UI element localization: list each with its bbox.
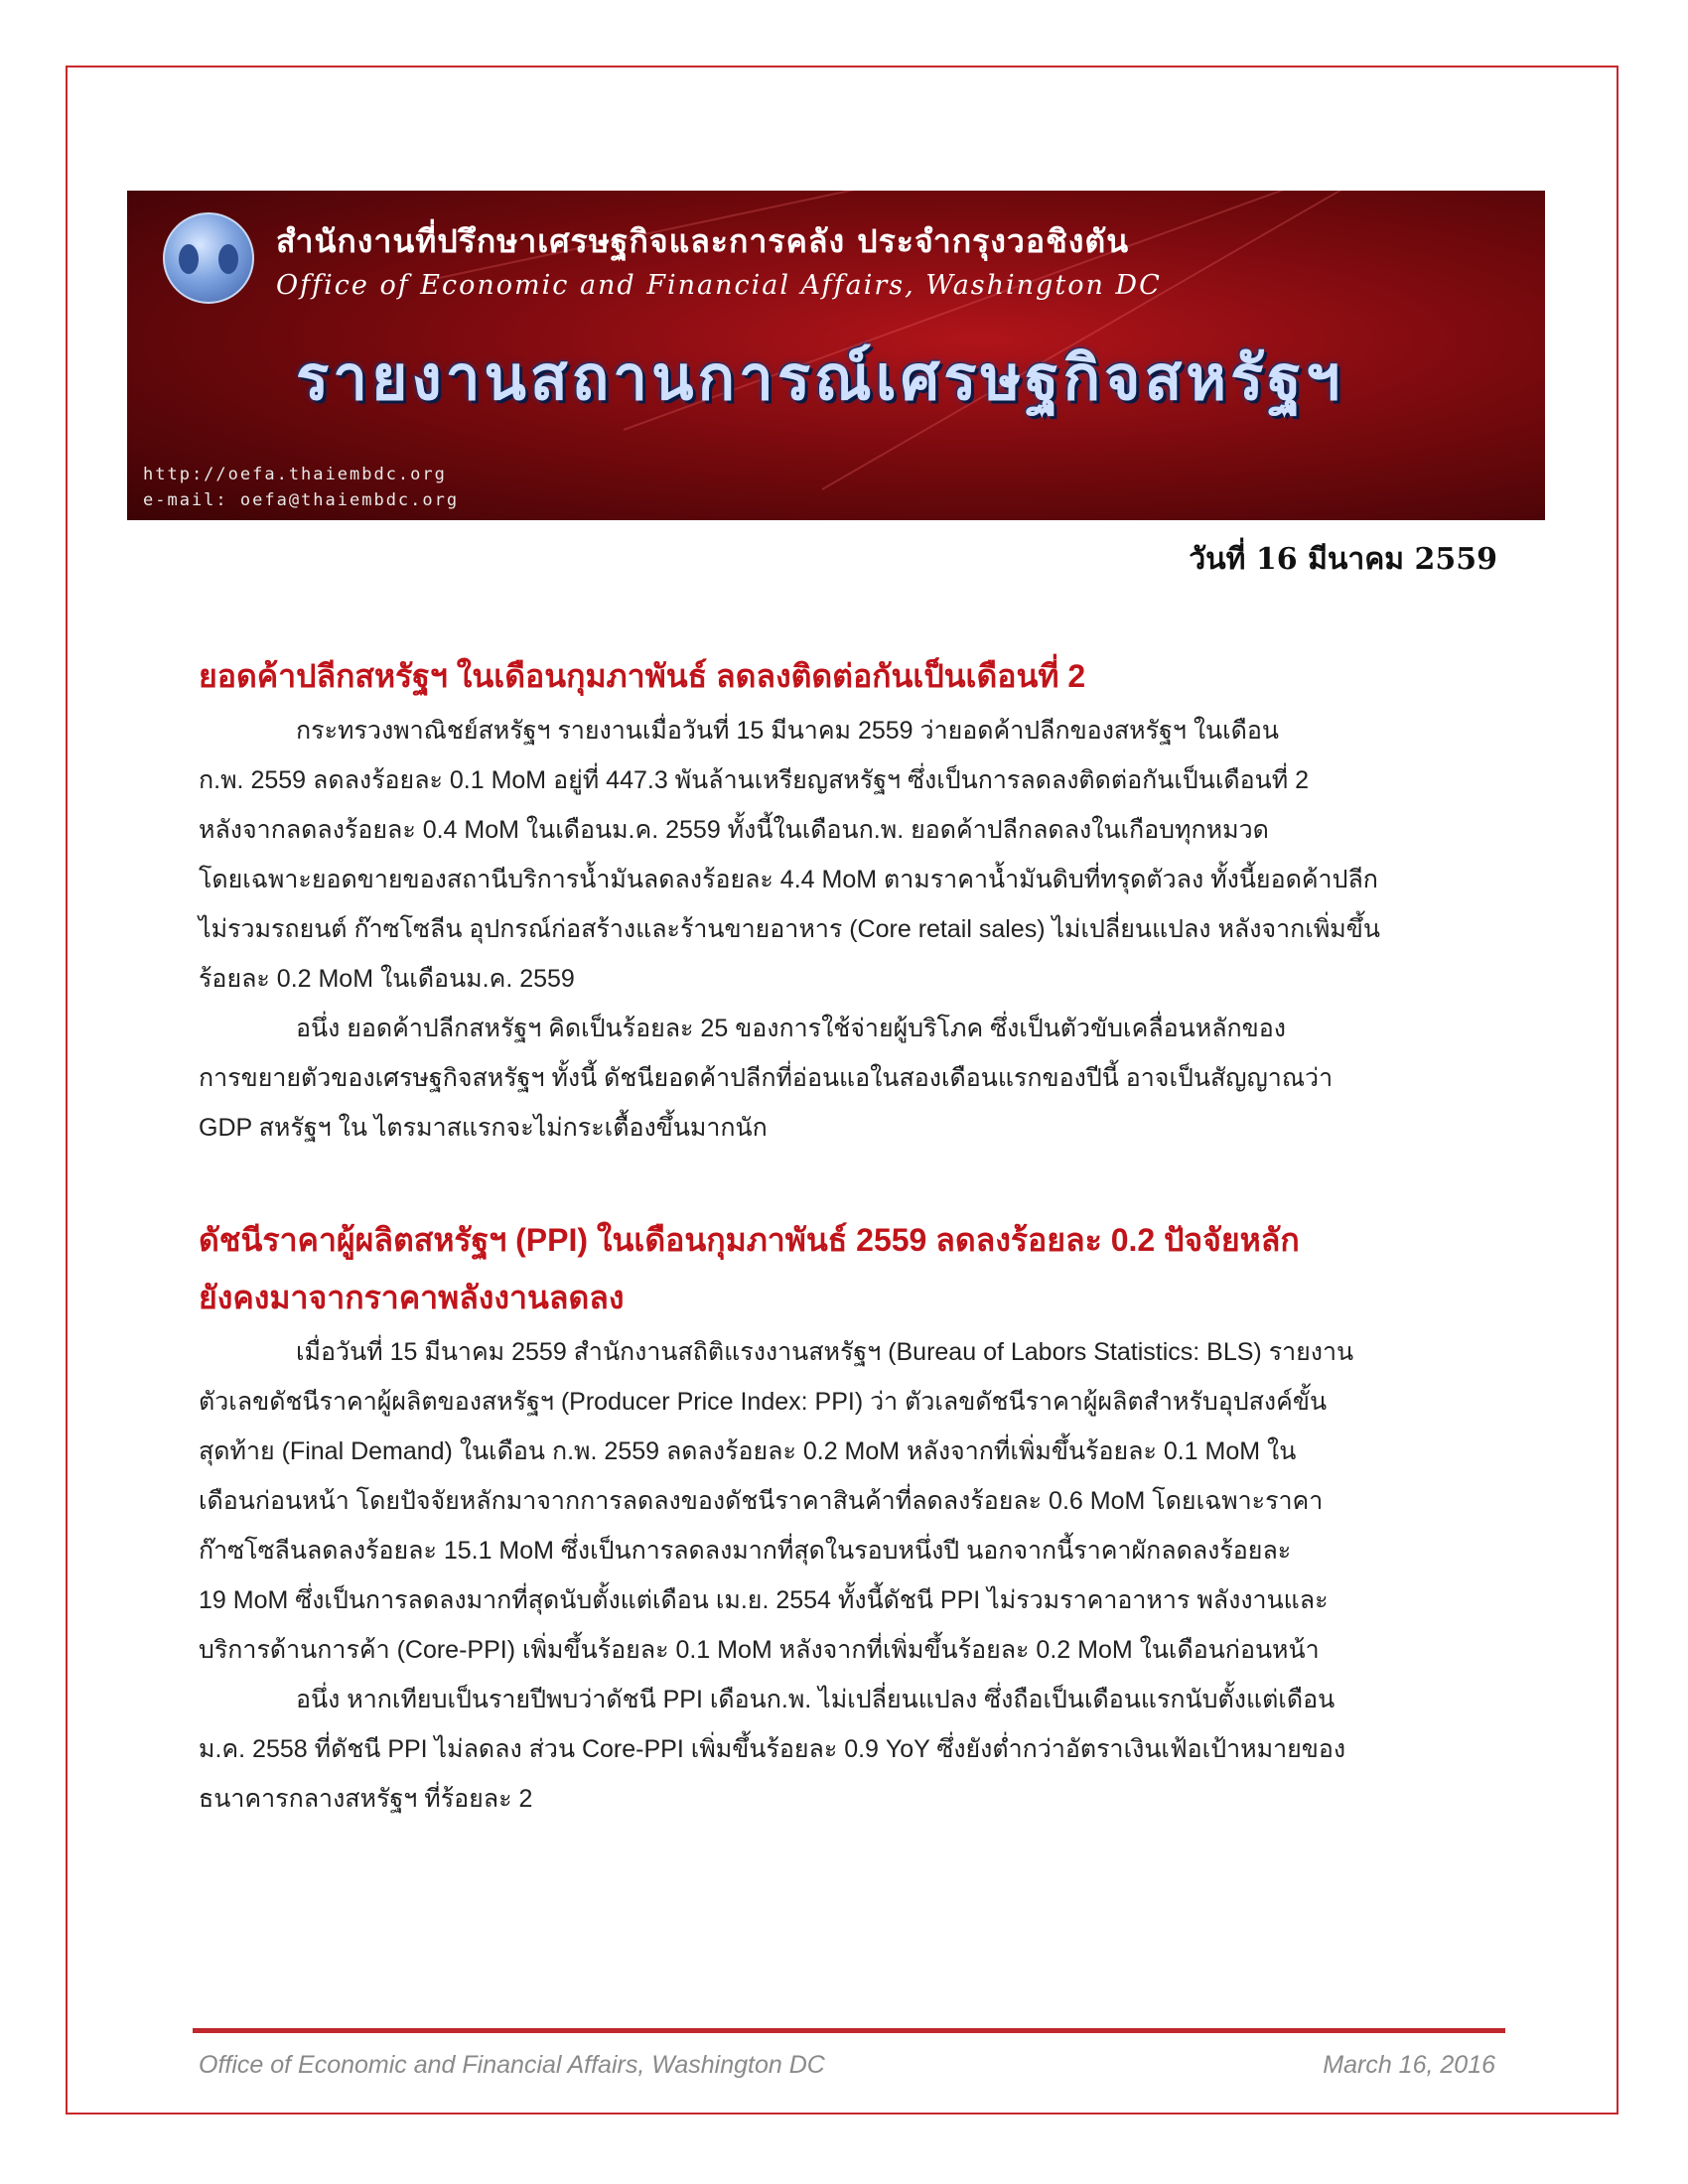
- thai-garuda-seal-icon: [163, 212, 254, 304]
- paragraph-line: ก.พ. 2559 ลดลงร้อยละ 0.1 MoM อยู่ที่ 447.3 พันล้านเหรียญสหรัฐฯ ซึ่งเป็นการลดลงติดต่อกันเป็นเดือนที่ 2: [199, 766, 1310, 794]
- report-date: วันที่ 16 มีนาคม 2559: [1189, 542, 1497, 577]
- org-name-english: Office of Economic and Financial Affairs, Washington DC: [276, 270, 1162, 301]
- paragraph-line: 19 MoM ซึ่งเป็นการลดลงมากที่สุดนับตั้งแต่เดือน เม.ย. 2554 ทั้งนี้ดัชนี PPI ไม่รวมราคาอาหาร พลังงานและ: [199, 1586, 1329, 1614]
- paragraph-line: หลังจากลดลงร้อยละ 0.4 MoM ในเดือนม.ค. 2559 ทั้งนี้ในเดือนก.พ. ยอดค้าปลีกลดลงในเกือบทุกหมวด: [199, 816, 1269, 844]
- org-name-thai: สำนักงานที่ปรึกษาเศรษฐกิจและการคลัง ประจำกรุงวอชิงตัน: [276, 222, 1130, 260]
- paragraph-line: บริการด้านการค้า (Core-PPI) เพิ่มขึ้นร้อยละ 0.1 MoM หลังจากที่เพิ่มขึ้นร้อยละ 0.2 MoM ในเดือนก่อนหน้า: [199, 1636, 1320, 1664]
- paragraph-line: ม.ค. 2558 ที่ดัชนี PPI ไม่ลดลง ส่วน Core-PPI เพิ่มขึ้นร้อยละ 0.9 YoY ซึ่งยังต่ำกว่าอัตราเงินเฟ้อเป้าหมายของ: [199, 1735, 1346, 1763]
- section-ppi-headline: ดัชนีราคาผู้ผลิตสหรัฐฯ (PPI) ในเดือนกุมภาพันธ์ 2559 ลดลงร้อยละ 0.2 ปัจจัยหลัก: [199, 1222, 1300, 1258]
- paragraph-line: ร้อยละ 0.2 MoM ในเดือนม.ค. 2559: [199, 965, 575, 993]
- footer-divider: [193, 2028, 1505, 2033]
- paragraph-line: เดือนก่อนหน้า โดยปัจจัยหลักมาจากการลดลงของดัชนีราคาสินค้าที่ลดลงร้อยละ 0.6 MoM โดยเฉพาะราคา: [199, 1487, 1324, 1515]
- paragraph-line: โดยเฉพาะยอดขายของสถานีบริการน้ำมันลดลงร้อยละ 4.4 MoM ตามราคาน้ำมันดิบที่ทรุดตัวลง ทั้งนี้ยอดค้าปลีก: [199, 866, 1378, 893]
- paragraph-line: การขยายตัวของเศรษฐกิจสหรัฐฯ ทั้งนี้ ดัชนียอดค้าปลีกที่อ่อนแอในสองเดือนแรกของปีนี้ อาจเป็นสัญญาณว่า: [199, 1064, 1334, 1092]
- paragraph-line: อนึ่ง หากเทียบเป็นรายปีพบว่าดัชนี PPI เดือนก.พ. ไม่เปลี่ยนแปลง ซึ่งถือเป็นเดือนแรกนับตั้งแต่เดือน: [296, 1686, 1336, 1713]
- website-url[interactable]: http://oefa.thaiembdc.org: [143, 465, 447, 484]
- report-banner: [127, 191, 1545, 520]
- paragraph-line: ก๊าซโซลีนลดลงร้อยละ 15.1 MoM ซึ่งเป็นการลดลงมากที่สุดในรอบหนึ่งปี นอกจากนี้ราคาผักลดลงร้อยละ: [199, 1537, 1292, 1565]
- paragraph-line: สุดท้าย (Final Demand) ในเดือน ก.พ. 2559 ลดลงร้อยละ 0.2 MoM หลังจากที่เพิ่มขึ้นร้อยละ 0.1 MoM ใน: [199, 1437, 1297, 1465]
- paragraph-line: ธนาคารกลางสหรัฐฯ ที่ร้อยละ 2: [199, 1785, 533, 1813]
- footer-org: Office of Economic and Financial Affairs, Washington DC: [199, 2051, 825, 2079]
- paragraph-line: เมื่อวันที่ 15 มีนาคม 2559 สำนักงานสถิติแรงงานสหรัฐฯ (Bureau of Labors Statistics: BLS) รายงาน: [296, 1338, 1354, 1366]
- section-ppi-headline-cont: ยังคงมาจากราคาพลังงานลดลง: [199, 1280, 625, 1315]
- paragraph-line: กระทรวงพาณิชย์สหรัฐฯ รายงานเมื่อวันที่ 15 มีนาคม 2559 ว่ายอดค้าปลีกของสหรัฐฯ ในเดือน: [296, 717, 1280, 745]
- section-retail-headline: ยอดค้าปลีกสหรัฐฯ ในเดือนกุมภาพันธ์ ลดลงติดต่อกันเป็นเดือนที่ 2: [199, 658, 1086, 694]
- paragraph-line: GDP สหรัฐฯ ใน ไตรมาสแรกจะไม่กระเตื้องขึ้นมากนัก: [199, 1114, 768, 1142]
- paragraph-line: ไม่รวมรถยนต์ ก๊าซโซลีน อุปกรณ์ก่อสร้างและร้านขายอาหาร (Core retail sales) ไม่เปลี่ยนแปลง หลังจากเพิ่มขึ้น: [199, 915, 1380, 943]
- report-title: รายงานสถานการณ์เศรษฐกิจสหรัฐฯ: [296, 341, 1344, 414]
- paragraph-line: ตัวเลขดัชนีราคาผู้ผลิตของสหรัฐฯ (Producer Price Index: PPI) ว่า ตัวเลขดัชนีราคาผู้ผลิตสำหรับอุปสงค์ขั้น: [199, 1388, 1328, 1416]
- contact-email[interactable]: e-mail: oefa@thaiembdc.org: [143, 490, 460, 510]
- paragraph-line: อนึ่ง ยอดค้าปลีกสหรัฐฯ คิดเป็นร้อยละ 25 ของการใช้จ่ายผู้บริโภค ซึ่งเป็นตัวขับเคลื่อนหลักของ: [296, 1015, 1286, 1042]
- footer-date: March 16, 2016: [1323, 2051, 1495, 2079]
